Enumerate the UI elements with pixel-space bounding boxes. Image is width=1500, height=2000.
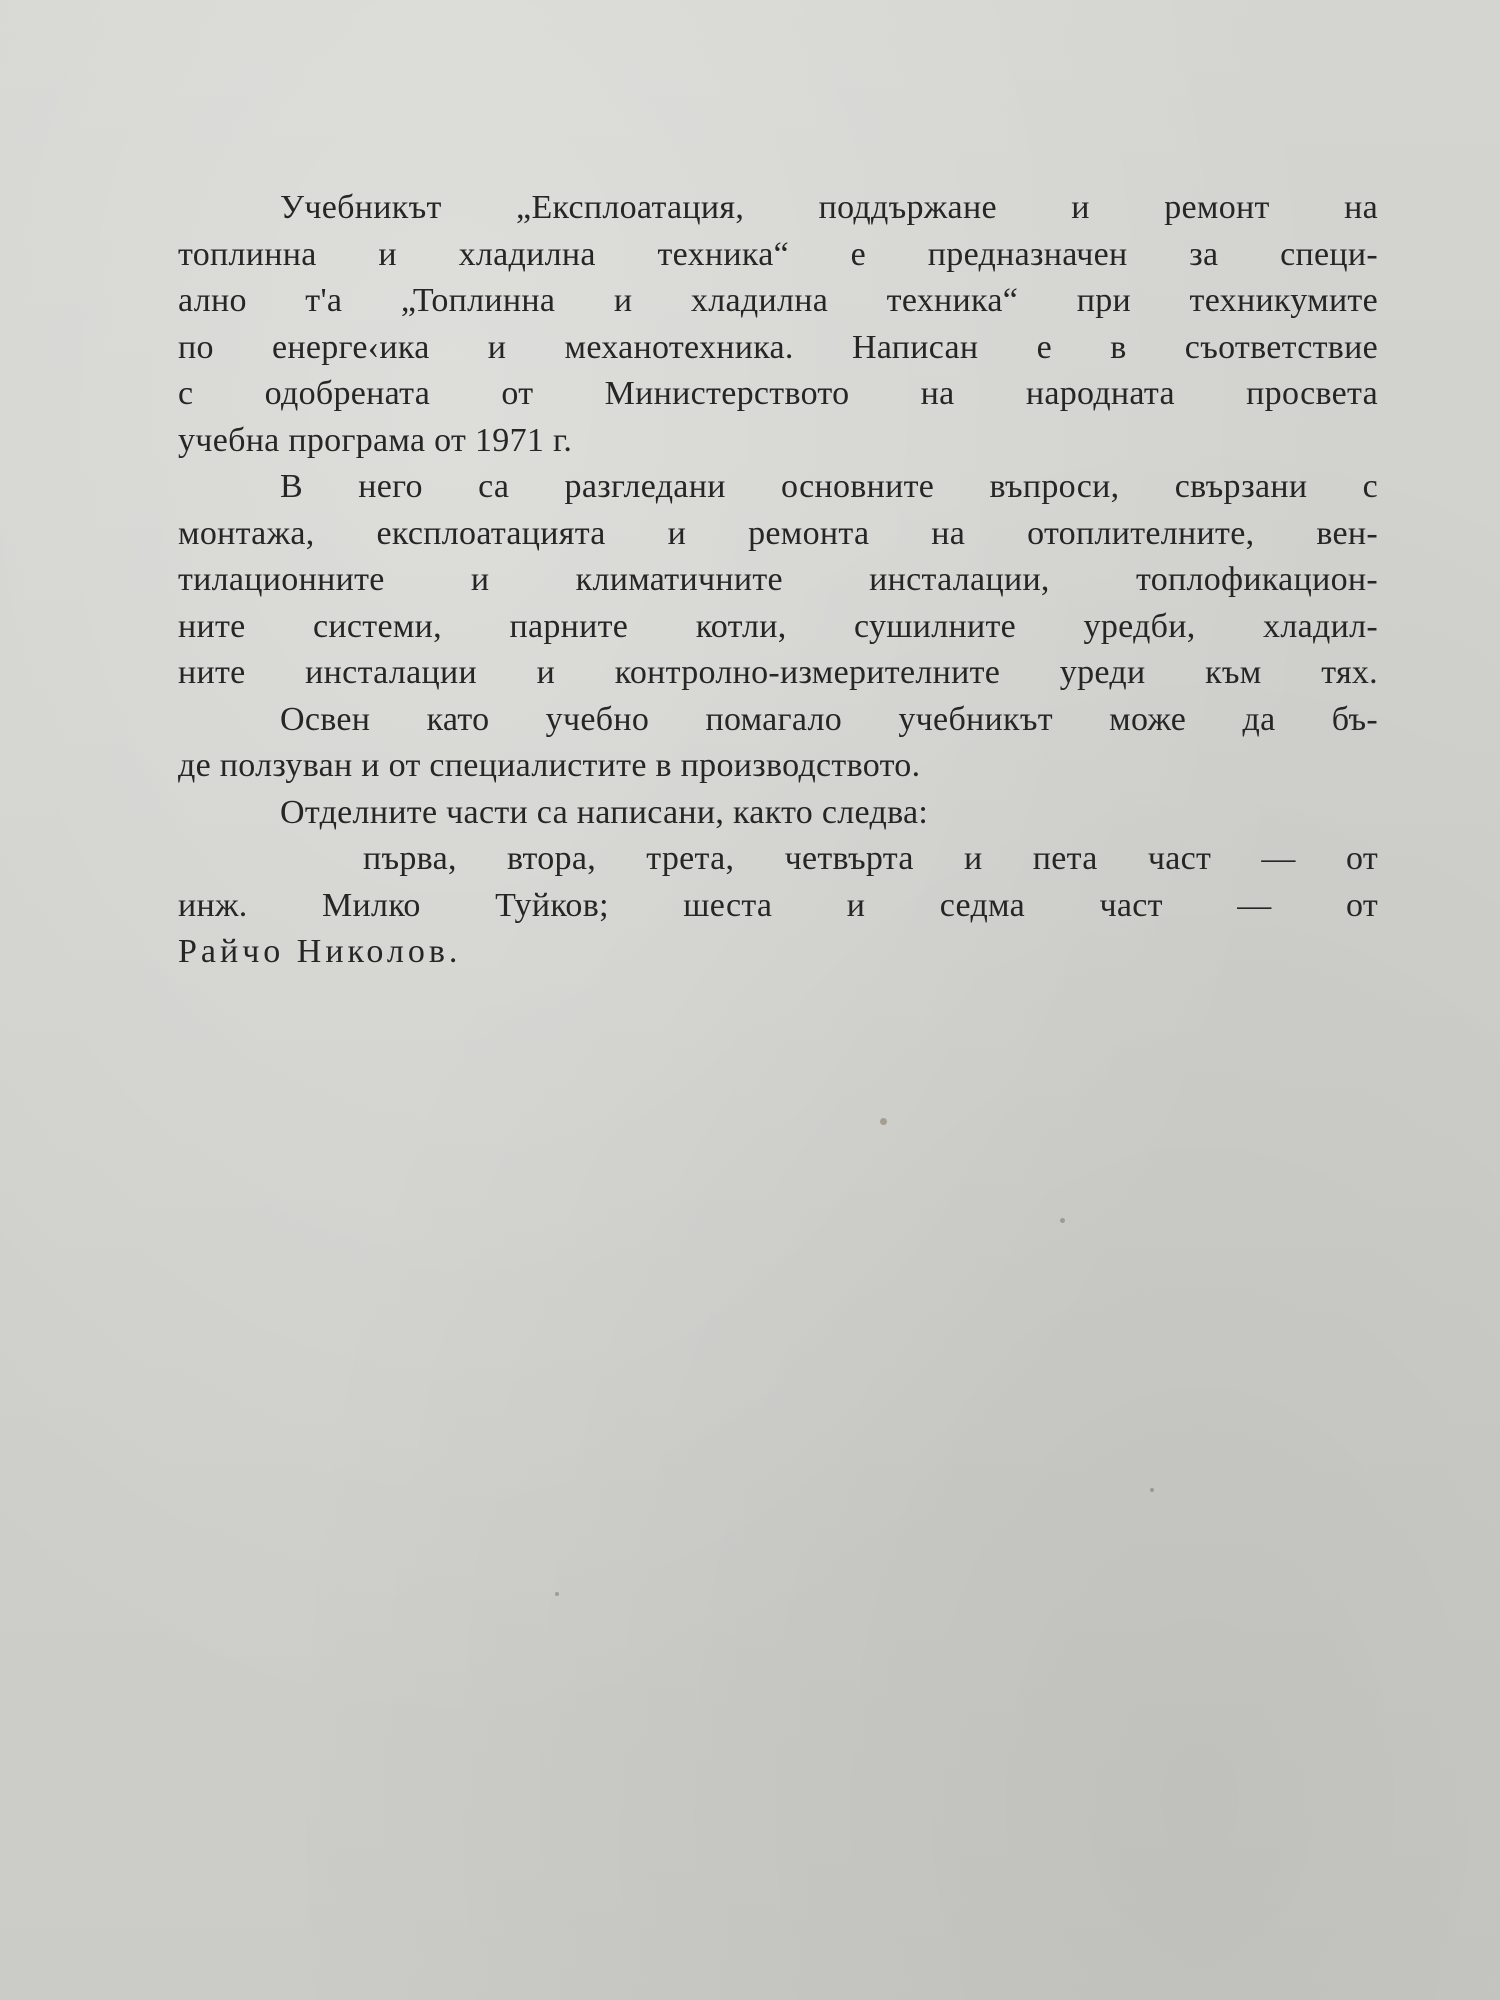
- text-line: топлинна и хладилна техника“ е предназначен за специ-: [178, 235, 1378, 273]
- preface-text: [178, 185, 1378, 976]
- text-line: инж. Милко Туйков; шеста и седма част — от: [178, 886, 1378, 924]
- text-line: по енерге‹ика и механотехника. Написан е в съответствие: [178, 328, 1378, 366]
- text-line: Освен като учебно помагало учебникът може да бъ-: [280, 700, 1378, 738]
- text-line: учебна програма от 1971 г.: [178, 421, 573, 459]
- text-line: Райчо Николов.: [178, 933, 462, 970]
- paper-speck: [880, 1118, 887, 1125]
- text-line: тилационните и климатичните инсталации, топлофикацион-: [178, 561, 1378, 598]
- paper-speck: [1060, 1218, 1065, 1223]
- text-line: първа, втора, трета, четвърта и пета част — от: [363, 840, 1378, 877]
- text-line: Отделните части са написани, както следва:: [280, 793, 929, 831]
- text-line: В него са разгледани основните въпроси, свързани с: [280, 468, 1378, 505]
- paper-speck: [1150, 1488, 1154, 1492]
- text-line: ните системи, парните котли, сушилните уредби, хладил-: [178, 607, 1378, 645]
- text-line: Учебникът „Експлоатация, поддържане и ремонт на: [280, 189, 1378, 226]
- text-line: ално т'а „Топлинна и хладилна техника“ при техникумите: [178, 282, 1378, 319]
- text-line: де ползуван и от специалистите в производството.: [178, 747, 921, 784]
- text-line: монтажа, експлоатацията и ремонта на отоплителните, вен-: [178, 514, 1378, 552]
- text-line: ните инсталации и контролно-измерителните уреди към тях.: [178, 654, 1378, 691]
- paper-speck: [555, 1592, 559, 1596]
- text-line: с одобрената от Министерството на народната просвета: [178, 375, 1378, 412]
